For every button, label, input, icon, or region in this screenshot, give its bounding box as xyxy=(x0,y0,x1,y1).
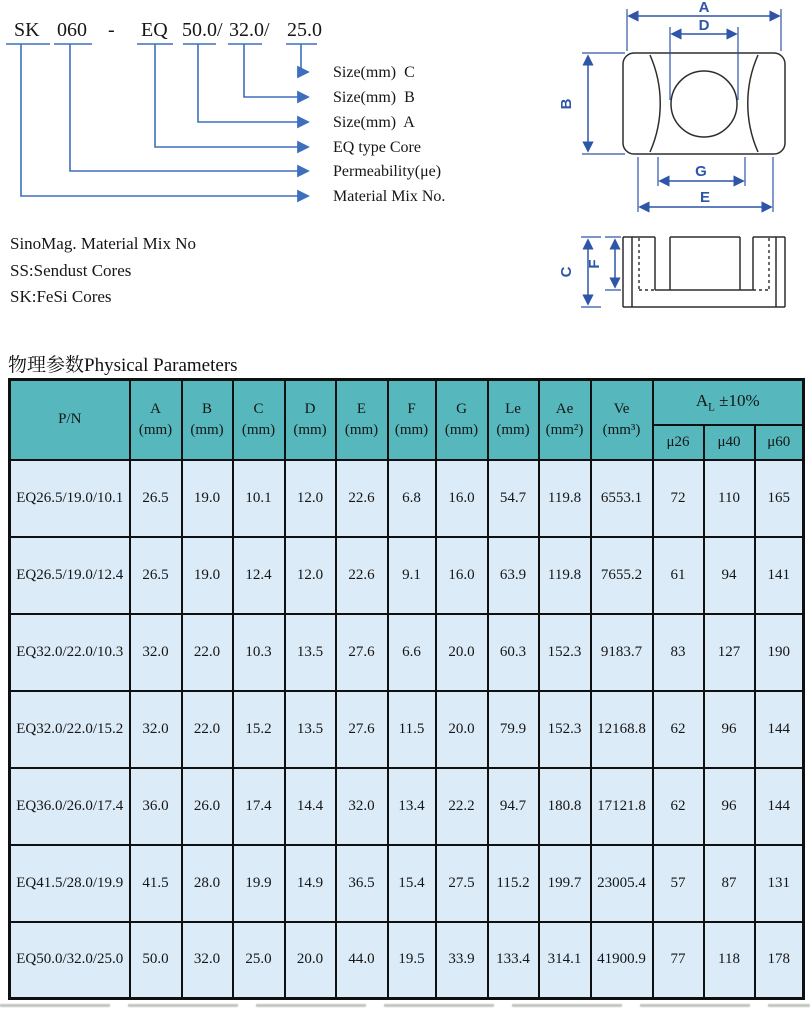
value-cell: 133.4 xyxy=(488,922,539,999)
col-header-AL-group xyxy=(653,380,804,425)
value-cell: 62 xyxy=(653,768,704,845)
value-cell: 17121.8 xyxy=(591,768,653,845)
value-cell: 36.5 xyxy=(336,845,388,922)
pn-segment: - xyxy=(108,19,115,41)
leader-lines xyxy=(21,44,308,196)
value-cell: 77 xyxy=(653,922,704,999)
pn-label: Size(mm) C xyxy=(333,64,415,81)
value-cell: 12.0 xyxy=(285,537,336,614)
col-header-unit: (mm) xyxy=(496,421,530,438)
pn-cell: EQ26.5/19.0/10.1 xyxy=(10,460,130,537)
value-cell: 22.6 xyxy=(336,537,388,614)
value-cell: 83 xyxy=(653,614,704,691)
value-cell: 96 xyxy=(704,768,755,845)
core-side-view xyxy=(623,237,785,307)
value-cell: 63.9 xyxy=(488,537,539,614)
col-header-D xyxy=(285,380,336,460)
col-header-F xyxy=(388,380,436,460)
table-row xyxy=(10,691,804,768)
value-cell: 26.5 xyxy=(130,460,182,537)
value-cell: 6.6 xyxy=(388,614,436,691)
col-header-pn xyxy=(10,380,130,460)
value-cell: 28.0 xyxy=(182,845,233,922)
col-header-symbol: A xyxy=(150,400,161,417)
pn-cell: EQ32.0/22.0/15.2 xyxy=(10,691,130,768)
value-cell: 23005.4 xyxy=(591,845,653,922)
col-header-symbol: F xyxy=(407,400,416,417)
value-cell: 144 xyxy=(755,691,804,768)
value-cell: 32.0 xyxy=(130,691,182,768)
value-cell: 17.4 xyxy=(233,768,285,845)
value-cell: 199.7 xyxy=(539,845,591,922)
value-cell: 12.4 xyxy=(233,537,285,614)
value-cell: 19.0 xyxy=(182,460,233,537)
al-header-part: A xyxy=(695,391,709,411)
value-cell: 32.0 xyxy=(130,614,182,691)
pn-segment: 50.0/ xyxy=(182,19,223,41)
value-cell: 54.7 xyxy=(488,460,539,537)
col-header-A xyxy=(130,380,182,460)
table-row xyxy=(10,460,804,537)
pn-label: EQ type Core xyxy=(333,139,421,156)
value-cell: 13.5 xyxy=(285,614,336,691)
value-cell: 180.8 xyxy=(539,768,591,845)
value-cell: 152.3 xyxy=(539,614,591,691)
value-cell: 178 xyxy=(755,922,804,999)
value-cell: 190 xyxy=(755,614,804,691)
col-header-unit: (mm) xyxy=(394,421,429,438)
dim-label-A: A xyxy=(698,0,710,16)
col-header-mu: μ40 xyxy=(704,425,755,460)
physical-parameters-table xyxy=(8,378,805,1000)
col-header-Le xyxy=(488,380,539,460)
value-cell: 22.0 xyxy=(182,614,233,691)
value-cell: 26.5 xyxy=(130,537,182,614)
pn-segment: SK xyxy=(14,19,40,41)
value-cell: 19.9 xyxy=(233,845,285,922)
table-row xyxy=(10,537,804,614)
col-header-E xyxy=(336,380,388,460)
col-header-C xyxy=(233,380,285,460)
pn-label: Size(mm) B xyxy=(333,89,415,106)
value-cell: 32.0 xyxy=(336,768,388,845)
col-header-symbol: P/N xyxy=(58,411,82,428)
value-cell: 36.0 xyxy=(130,768,182,845)
col-header-symbol: B xyxy=(201,400,212,417)
value-cell: 61 xyxy=(653,537,704,614)
table-title: 物理参数Physical Parameters xyxy=(8,355,238,376)
value-cell: 62 xyxy=(653,691,704,768)
note-line: SinoMag. Material Mix No xyxy=(10,234,197,253)
value-cell: 79.9 xyxy=(488,691,539,768)
pn-segment: 060 xyxy=(57,19,87,41)
value-cell: 32.0 xyxy=(182,922,233,999)
value-cell: 144 xyxy=(755,768,804,845)
col-header-symbol: C xyxy=(253,400,264,417)
value-cell: 14.4 xyxy=(285,768,336,845)
col-header-unit: (mm) xyxy=(190,421,224,438)
value-cell: 41.5 xyxy=(130,845,182,922)
value-cell: 27.6 xyxy=(336,614,388,691)
value-cell: 14.9 xyxy=(285,845,336,922)
pn-segment: 32.0/ xyxy=(229,19,270,41)
page-bottom-edge xyxy=(0,1004,810,1007)
col-header-unit: (mm) xyxy=(344,421,379,438)
value-cell: 119.8 xyxy=(539,537,591,614)
col-header-symbol: Ve xyxy=(613,400,630,417)
value-cell: 87 xyxy=(704,845,755,922)
value-cell: 7655.2 xyxy=(591,537,653,614)
value-cell: 20.0 xyxy=(285,922,336,999)
col-header-mu: μ60 xyxy=(755,425,804,460)
value-cell: 165 xyxy=(755,460,804,537)
value-cell: 33.9 xyxy=(436,922,488,999)
value-cell: 16.0 xyxy=(436,460,488,537)
table-header xyxy=(10,380,804,460)
value-cell: 19.0 xyxy=(182,537,233,614)
value-cell: 11.5 xyxy=(388,691,436,768)
core-top-view xyxy=(623,53,785,154)
value-cell: 96 xyxy=(704,691,755,768)
table-row xyxy=(10,845,804,922)
value-cell: 12168.8 xyxy=(591,691,653,768)
note-line: SS:Sendust Cores xyxy=(10,260,132,280)
value-cell: 20.0 xyxy=(436,614,488,691)
value-cell: 20.0 xyxy=(436,691,488,768)
dim-label-D: D xyxy=(698,17,710,34)
table-row xyxy=(10,922,804,999)
col-header-unit: (mm³) xyxy=(602,421,641,438)
value-cell: 50.0 xyxy=(130,922,182,999)
value-cell: 22.0 xyxy=(182,691,233,768)
side-view-dimensions xyxy=(558,237,621,307)
dim-label-G: G xyxy=(695,163,707,180)
pn-cell: EQ41.5/28.0/19.9 xyxy=(10,845,130,922)
part-number-diagram xyxy=(0,0,470,215)
dim-label-F: F xyxy=(586,259,603,269)
col-header-symbol: D xyxy=(304,400,316,417)
col-header-unit: (mm) xyxy=(444,421,479,438)
value-cell: 15.2 xyxy=(233,691,285,768)
part-number-labels xyxy=(333,64,445,205)
value-cell: 19.5 xyxy=(388,922,436,999)
col-header-Ae xyxy=(539,380,591,460)
value-cell: 94 xyxy=(704,537,755,614)
pn-cell: EQ50.0/32.0/25.0 xyxy=(10,922,130,999)
col-header-symbol: Le xyxy=(505,400,521,417)
value-cell: 115.2 xyxy=(488,845,539,922)
value-cell: 141 xyxy=(755,537,804,614)
col-header-symbol: G xyxy=(456,400,467,417)
value-cell: 9.1 xyxy=(388,537,436,614)
value-cell: 72 xyxy=(653,460,704,537)
pn-segment: 25.0 xyxy=(287,19,322,41)
col-header-unit: (mm) xyxy=(138,421,173,438)
pn-cell: EQ36.0/26.0/17.4 xyxy=(10,768,130,845)
pn-cell: EQ32.0/22.0/10.3 xyxy=(10,614,130,691)
col-header-unit: (mm²) xyxy=(545,421,584,438)
pn-segment: EQ xyxy=(141,19,168,41)
value-cell: 9183.7 xyxy=(591,614,653,691)
value-cell: 314.1 xyxy=(539,922,591,999)
value-cell: 60.3 xyxy=(488,614,539,691)
value-cell: 27.6 xyxy=(336,691,388,768)
value-cell: 6553.1 xyxy=(591,460,653,537)
value-cell: 41900.9 xyxy=(591,922,653,999)
value-cell: 119.8 xyxy=(539,460,591,537)
col-header-unit: (mm) xyxy=(293,421,327,438)
col-header-B xyxy=(182,380,233,460)
value-cell: 118 xyxy=(704,922,755,999)
col-header-symbol: E xyxy=(356,400,367,417)
col-header-unit: (mm) xyxy=(241,421,276,438)
value-cell: 110 xyxy=(704,460,755,537)
dim-label-C: C xyxy=(558,266,575,278)
dim-label-B: B xyxy=(558,98,575,110)
value-cell: 10.1 xyxy=(233,460,285,537)
core-dimension-drawing xyxy=(555,0,810,320)
table-row xyxy=(10,768,804,845)
al-header-part: L xyxy=(708,401,715,414)
value-cell: 127 xyxy=(704,614,755,691)
pn-label: Permeability(μe) xyxy=(333,163,442,180)
value-cell: 94.7 xyxy=(488,768,539,845)
value-cell: 57 xyxy=(653,845,704,922)
value-cell: 131 xyxy=(755,845,804,922)
value-cell: 26.0 xyxy=(182,768,233,845)
value-cell: 22.6 xyxy=(336,460,388,537)
al-header-part: ±10% xyxy=(714,391,760,411)
value-cell: 12.0 xyxy=(285,460,336,537)
pn-cell: EQ26.5/19.0/12.4 xyxy=(10,537,130,614)
col-header-Ve xyxy=(591,380,653,460)
value-cell: 13.5 xyxy=(285,691,336,768)
col-header-mu: μ26 xyxy=(653,425,704,460)
value-cell: 22.2 xyxy=(436,768,488,845)
value-cell: 44.0 xyxy=(336,922,388,999)
col-header-symbol: Ae xyxy=(555,400,574,417)
value-cell: 10.3 xyxy=(233,614,285,691)
value-cell: 152.3 xyxy=(539,691,591,768)
value-cell: 25.0 xyxy=(233,922,285,999)
material-notes xyxy=(10,231,196,311)
pn-label: Material Mix No. xyxy=(333,188,446,205)
value-cell: 16.0 xyxy=(436,537,488,614)
part-number-segments xyxy=(14,19,322,41)
note-line: SK:FeSi Cores xyxy=(10,287,112,306)
value-cell: 13.4 xyxy=(388,768,436,845)
dim-label-E: E xyxy=(699,189,711,206)
value-cell: 27.5 xyxy=(436,845,488,922)
value-cell: 15.4 xyxy=(388,845,436,922)
pn-label: Size(mm) A xyxy=(333,114,415,131)
table-row xyxy=(10,614,804,691)
value-cell: 6.8 xyxy=(388,460,436,537)
col-header-G xyxy=(436,380,488,460)
